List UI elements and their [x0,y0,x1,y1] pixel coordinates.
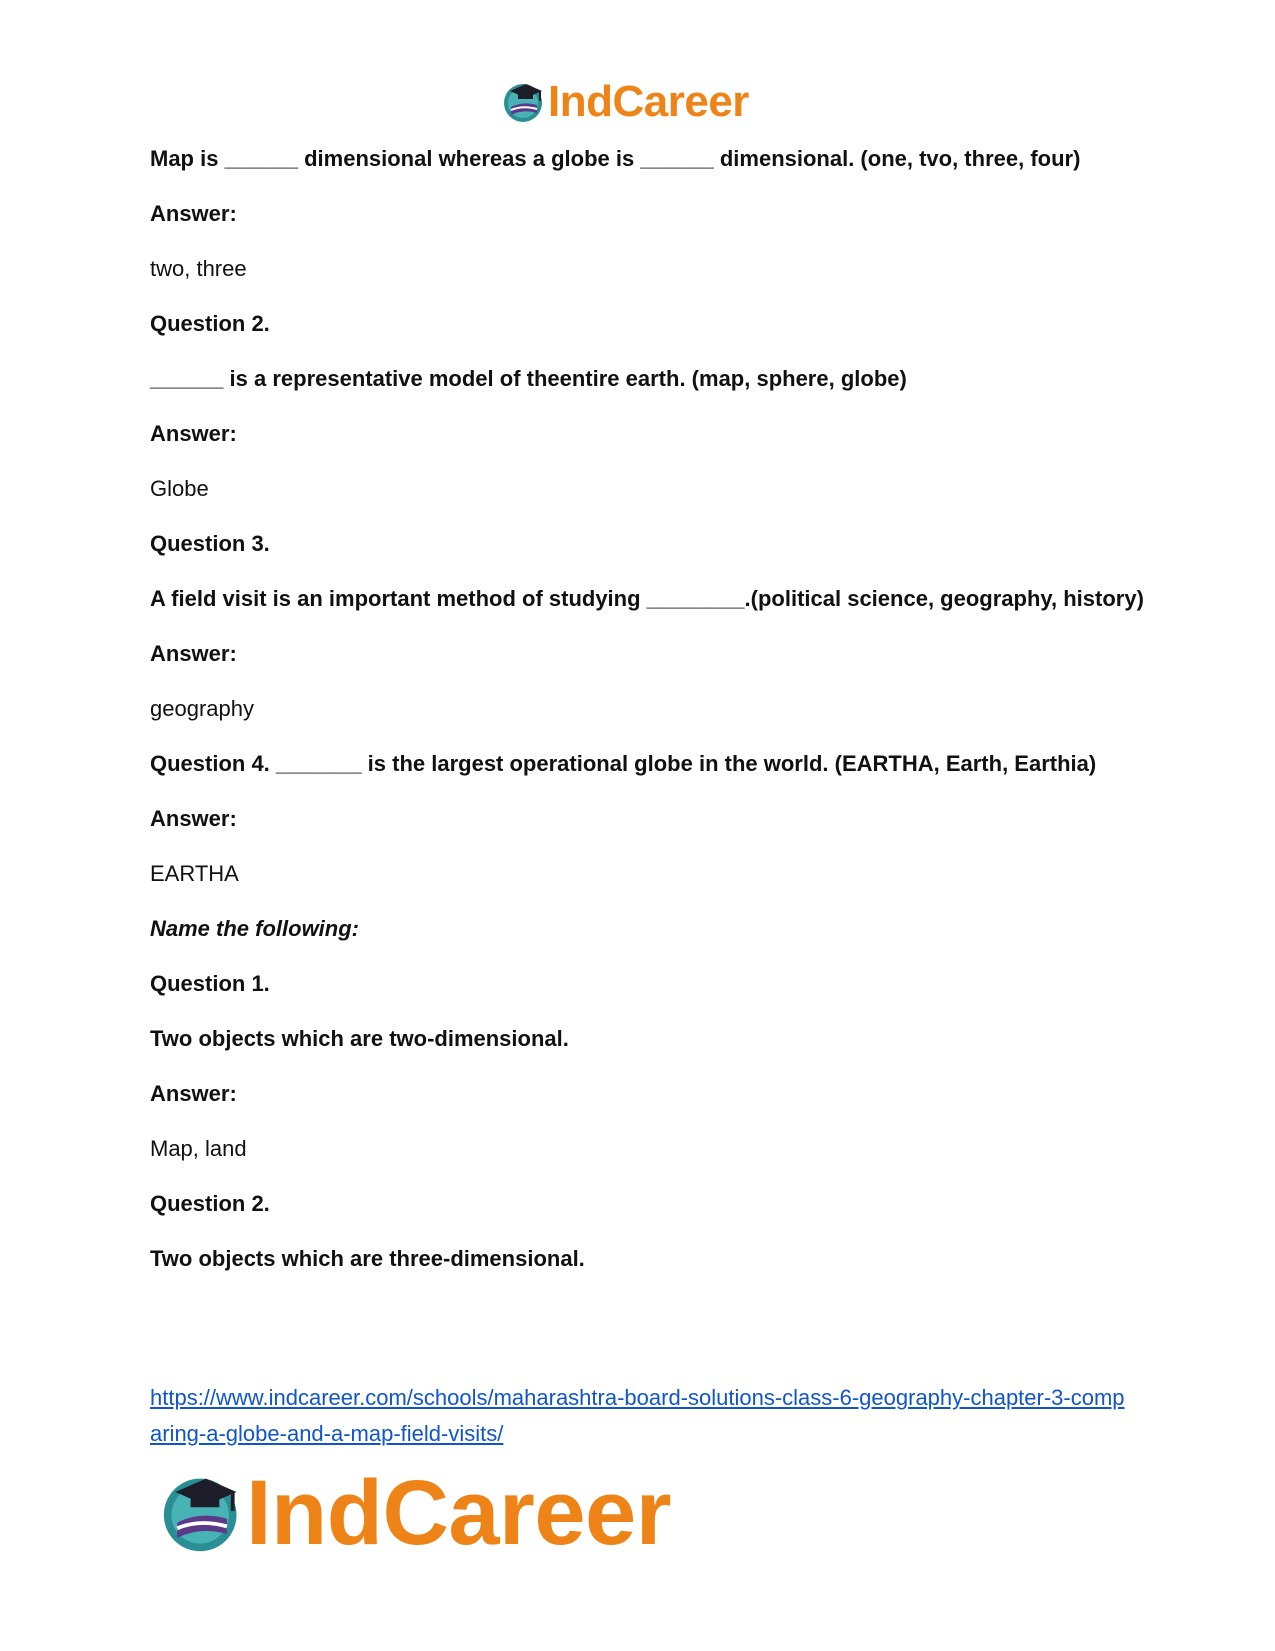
brand-name: IndCareer [246,1462,671,1564]
question-number: Question 3. [150,531,270,556]
answer-label: Answer: [150,641,237,666]
graduation-globe-book-icon [502,79,548,125]
question-number: Question 2. [150,311,270,336]
question-text: A field visit is an important method of studying ________.(political science, geography, history) [150,586,1144,611]
answer-text: two, three [150,256,247,281]
indcareer-logo-top [502,78,749,126]
answer-text: Globe [150,476,209,501]
question-text: ______ is a representative model of theentire earth. (map, sphere, globe) [150,366,907,391]
question-text: Two objects which are two-dimensional. [150,1026,569,1051]
graduation-globe-book-icon [160,1469,248,1557]
question-text: Map is ______ dimensional whereas a globe is ______ dimensional. (one, tvo, three, four) [150,146,1081,171]
answer-label: Answer: [150,1081,237,1106]
document-body [150,144,1150,1299]
question-text: Question 4. _______ is the largest operational globe in the world. (EARTHA, Earth, Earthia) [150,751,1097,776]
question-number: Question 2. [150,1191,270,1216]
answer-label: Answer: [150,806,237,831]
indcareer-logo-bottom [160,1462,671,1564]
question-number: Question 1. [150,971,270,996]
answer-label: Answer: [150,201,237,226]
answer-text: geography [150,696,254,721]
source-link[interactable]: https://www.indcareer.com/schools/maharashtra-board-solutions-class-6-geography-chapter-3-comparing-a-globe-and-a-map-field-visits/ [150,1385,1125,1446]
brand-name: IndCareer [548,77,749,126]
section-heading: Name the following: [150,916,359,941]
answer-label: Answer: [150,421,237,446]
answer-text: Map, land [150,1136,247,1161]
question-text: Two objects which are three-dimensional. [150,1246,585,1271]
answer-text: EARTHA [150,861,239,886]
